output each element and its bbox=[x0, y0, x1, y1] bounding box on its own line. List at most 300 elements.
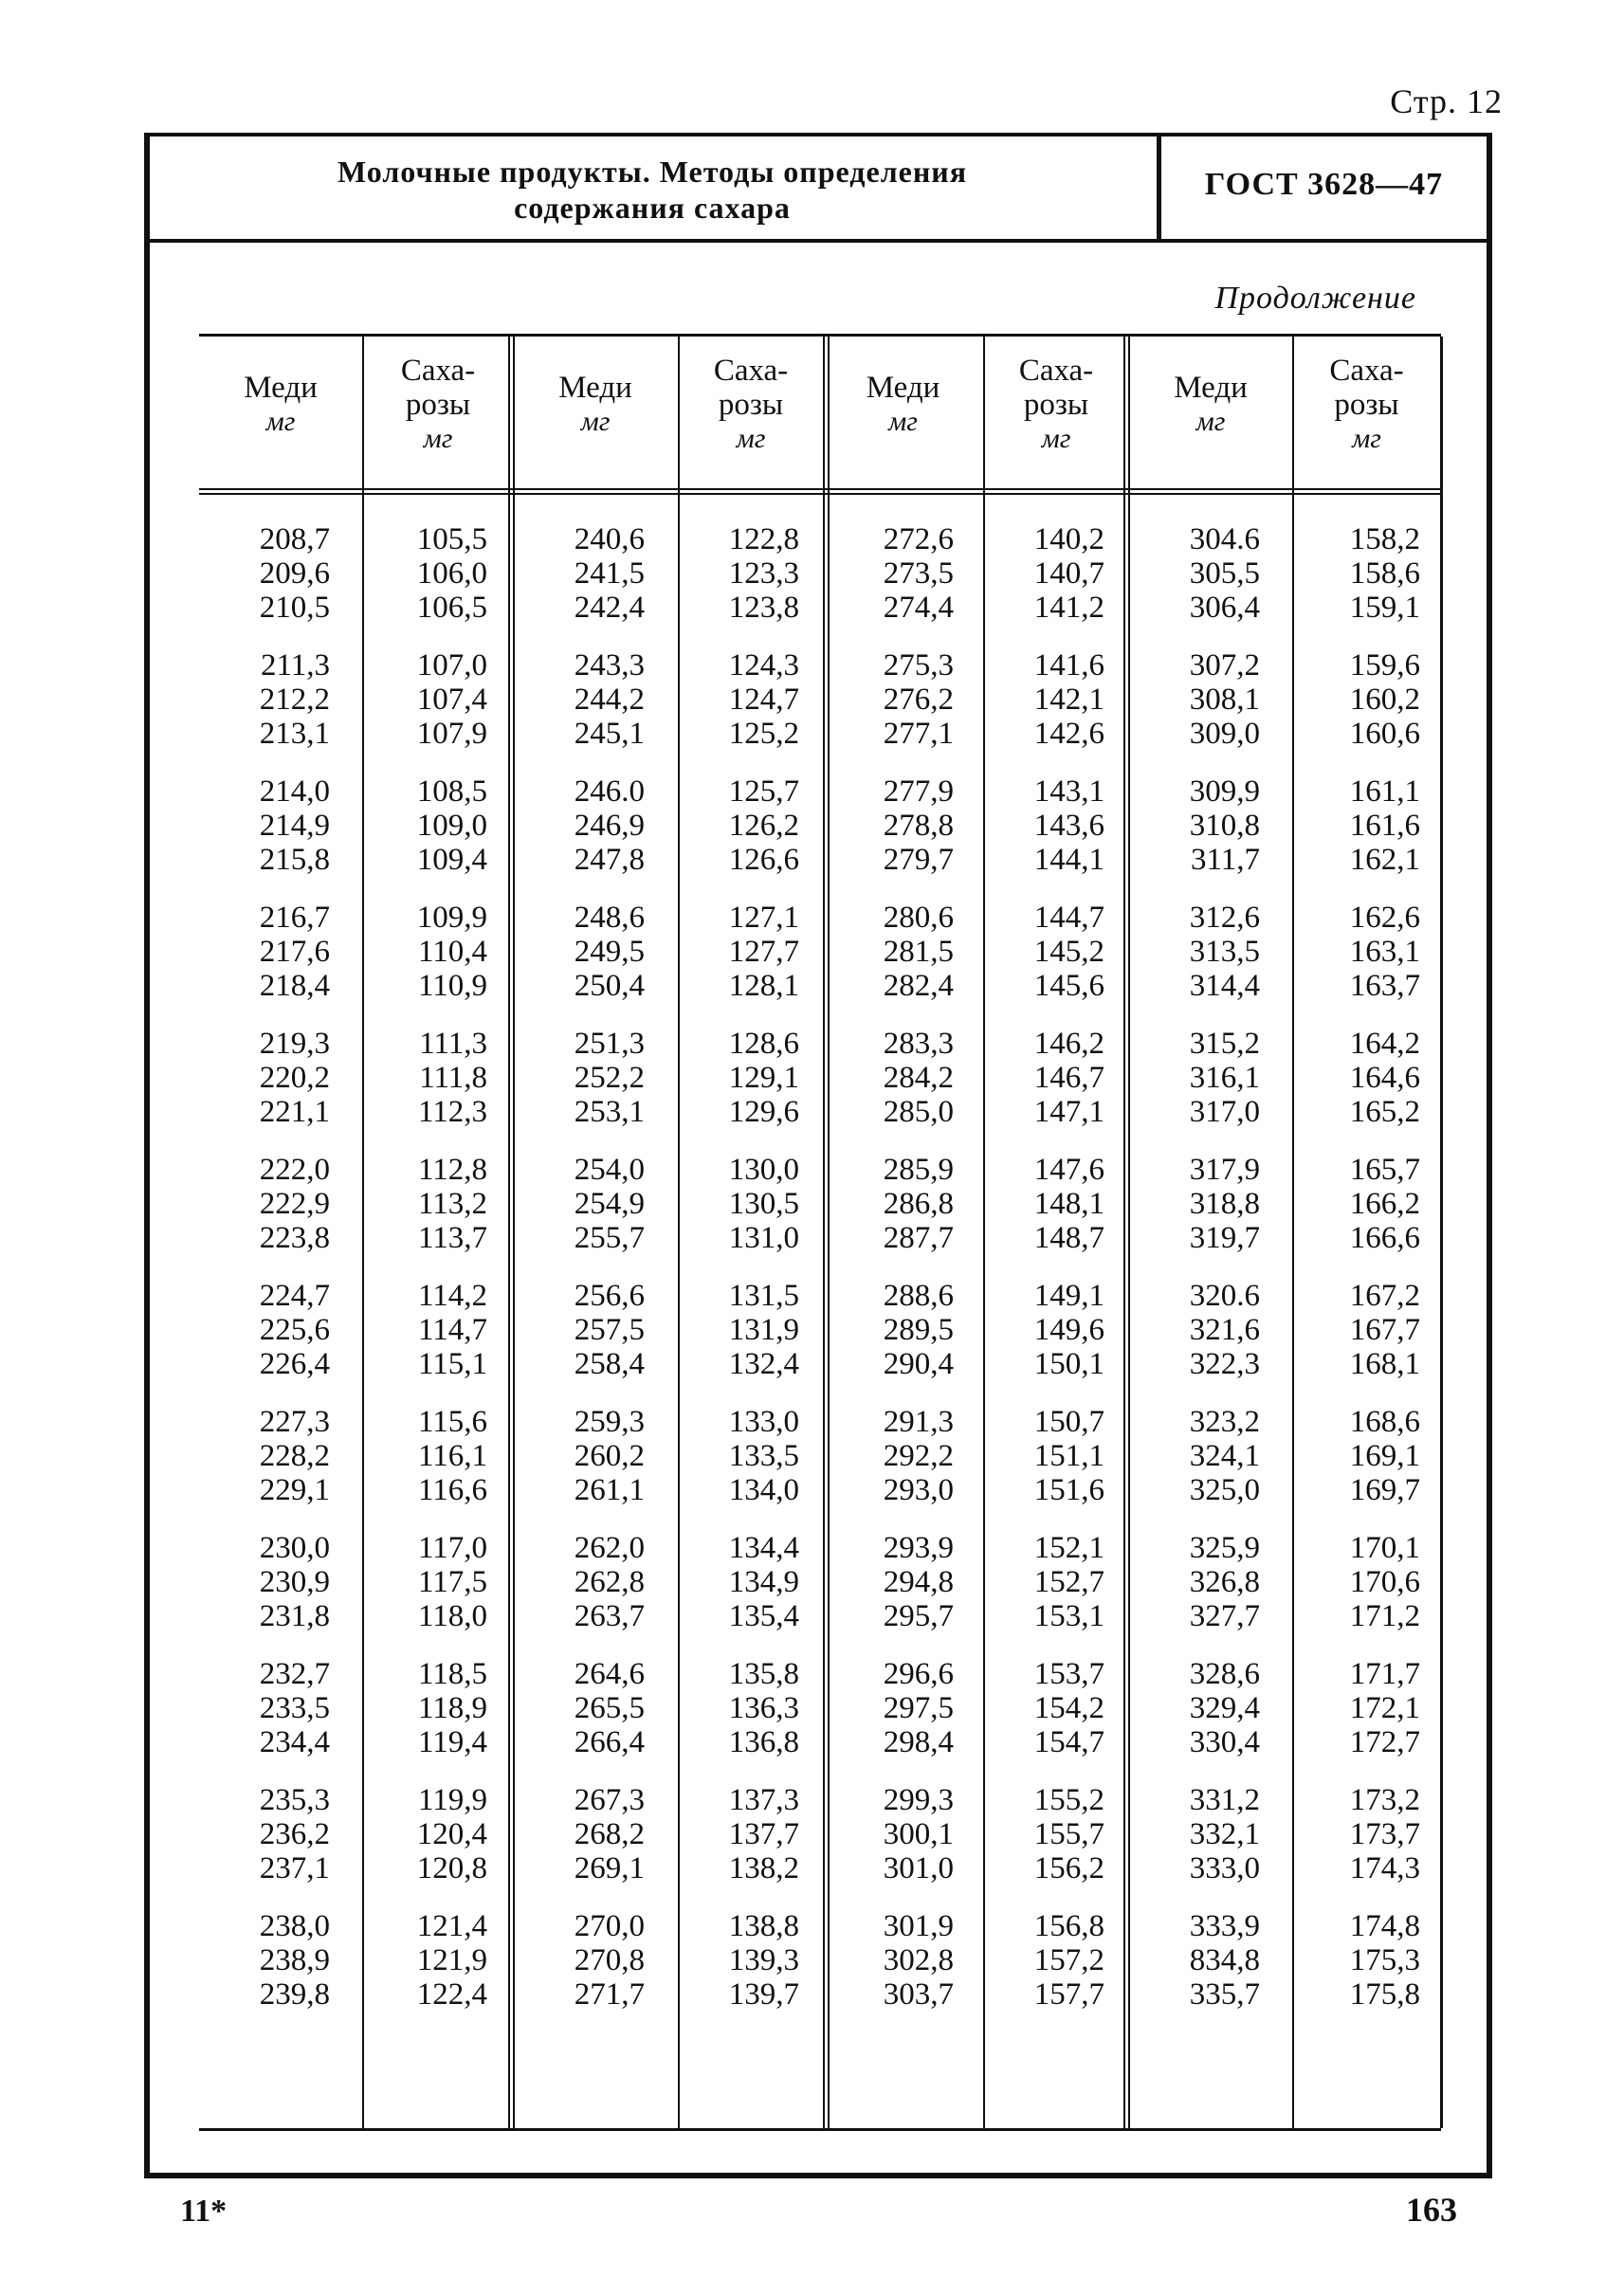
table-cell: 123,8 bbox=[728, 591, 799, 625]
table-column bbox=[983, 522, 1104, 2035]
table-cell: 243,3 bbox=[574, 648, 645, 683]
table-cell: 269,1 bbox=[574, 1851, 645, 1885]
table-cell: 121,4 bbox=[416, 1909, 487, 1943]
value-group bbox=[983, 522, 1104, 625]
table-cell: 164,2 bbox=[1349, 1027, 1420, 1061]
table-cell: 296,6 bbox=[883, 1657, 954, 1691]
table-cell: 170,1 bbox=[1349, 1531, 1420, 1565]
table-cell: 270,0 bbox=[574, 1909, 645, 1943]
table-cell: 142,1 bbox=[1033, 683, 1104, 717]
table-cell: 246.0 bbox=[574, 774, 645, 809]
table-cell: 316,1 bbox=[1189, 1061, 1260, 1095]
value-group bbox=[514, 1657, 645, 1759]
table-cell: 277,1 bbox=[883, 717, 954, 751]
table-cell: 155,7 bbox=[1033, 1817, 1104, 1851]
value-group bbox=[1292, 648, 1420, 751]
table-cell: 255,7 bbox=[574, 1221, 645, 1255]
column-header bbox=[1292, 354, 1441, 456]
table-cell: 163,1 bbox=[1349, 935, 1420, 969]
value-group bbox=[1129, 1153, 1260, 1255]
value-group bbox=[362, 522, 487, 625]
value-group bbox=[1292, 1027, 1420, 1129]
table-cell: 309,9 bbox=[1189, 774, 1260, 809]
value-group bbox=[199, 1279, 330, 1381]
table-cell: 237,1 bbox=[259, 1851, 330, 1885]
table-cell: 293,9 bbox=[883, 1531, 954, 1565]
table-cell: 226,4 bbox=[259, 1347, 330, 1381]
table-cell: 287,7 bbox=[883, 1221, 954, 1255]
table-cell: 174,3 bbox=[1349, 1851, 1420, 1885]
table-cell: 262,0 bbox=[574, 1531, 645, 1565]
table-cell: 309,0 bbox=[1189, 717, 1260, 751]
value-group bbox=[199, 901, 330, 1003]
table-cell: 221,1 bbox=[259, 1095, 330, 1129]
table-cell: 284,2 bbox=[883, 1061, 954, 1095]
table-cell: 158,6 bbox=[1349, 556, 1420, 591]
table-cell: 110,4 bbox=[417, 935, 487, 969]
table-cell: 124,7 bbox=[728, 683, 799, 717]
table-cell: 274,4 bbox=[883, 591, 954, 625]
table-cell: 248,6 bbox=[574, 901, 645, 935]
table-cell: 260,2 bbox=[574, 1439, 645, 1473]
table-cell: 137,3 bbox=[728, 1783, 799, 1817]
value-group bbox=[1292, 1279, 1420, 1381]
table-cell: 326,8 bbox=[1189, 1565, 1260, 1599]
table-cell: 214,9 bbox=[259, 809, 330, 843]
table-cell: 259,3 bbox=[574, 1405, 645, 1439]
column-header-name: Меди bbox=[866, 371, 940, 405]
value-group bbox=[362, 648, 487, 751]
header-double-rule bbox=[199, 488, 1441, 495]
value-group bbox=[1292, 1909, 1420, 2012]
table-cell: 211,3 bbox=[260, 648, 330, 683]
table-cell: 272,6 bbox=[883, 522, 954, 556]
value-group bbox=[1292, 1405, 1420, 1507]
value-group bbox=[678, 1531, 799, 1633]
table-right-border bbox=[1440, 337, 1443, 2128]
value-group bbox=[678, 1405, 799, 1507]
value-group bbox=[983, 1405, 1104, 1507]
table-column bbox=[1129, 522, 1260, 2035]
table-cell: 303,7 bbox=[883, 1977, 954, 2012]
table-cell: 112,3 bbox=[417, 1095, 487, 1129]
table-cell: 258,4 bbox=[574, 1347, 645, 1381]
table-cell: 295,7 bbox=[883, 1599, 954, 1633]
column-header bbox=[983, 354, 1129, 456]
table-cell: 109,0 bbox=[416, 809, 487, 843]
table-cell: 298,4 bbox=[883, 1725, 954, 1759]
table-cell: 125,2 bbox=[728, 717, 799, 751]
table-cell: 173,2 bbox=[1349, 1783, 1420, 1817]
table-cell: 301,0 bbox=[883, 1851, 954, 1885]
value-group bbox=[823, 1279, 954, 1381]
table-cell: 229,1 bbox=[259, 1473, 330, 1507]
table-cell: 265,5 bbox=[574, 1691, 645, 1725]
table-cell: 312,6 bbox=[1189, 901, 1260, 935]
table-cell: 175,8 bbox=[1349, 1977, 1420, 2012]
table-cell: 214,0 bbox=[259, 774, 330, 809]
value-group bbox=[678, 1783, 799, 1885]
table-cell: 107,4 bbox=[416, 683, 487, 717]
table-cell: 276,2 bbox=[883, 683, 954, 717]
value-group bbox=[983, 1279, 1104, 1381]
table-cell: 127,7 bbox=[728, 935, 799, 969]
value-group bbox=[1292, 774, 1420, 877]
value-group bbox=[678, 901, 799, 1003]
table-cell: 268,2 bbox=[574, 1817, 645, 1851]
column-header-unit: мг bbox=[423, 423, 453, 454]
table-cell: 219,3 bbox=[259, 1027, 330, 1061]
table-cell: 291,3 bbox=[883, 1405, 954, 1439]
value-group bbox=[514, 901, 645, 1003]
table-cell: 132,4 bbox=[728, 1347, 799, 1381]
table-cell: 275,3 bbox=[883, 648, 954, 683]
table-cell: 322,3 bbox=[1189, 1347, 1260, 1381]
continued-label: Продолжение bbox=[1214, 281, 1416, 316]
value-group bbox=[983, 648, 1104, 751]
table-cell: 311,7 bbox=[1190, 843, 1260, 877]
table-cell: 270,8 bbox=[574, 1943, 645, 1977]
table-cell: 227,3 bbox=[259, 1405, 330, 1439]
table-cell: 228,2 bbox=[259, 1439, 330, 1473]
table-cell: 242,4 bbox=[574, 591, 645, 625]
table-cell: 230,9 bbox=[259, 1565, 330, 1599]
table-cell: 157,2 bbox=[1033, 1943, 1104, 1977]
table-cell: 157,7 bbox=[1033, 1977, 1104, 2012]
value-group bbox=[199, 1405, 330, 1507]
column-header-name: розы bbox=[718, 388, 784, 422]
table-cell: 138,8 bbox=[728, 1909, 799, 1943]
table-cell: 140,2 bbox=[1033, 522, 1104, 556]
value-group bbox=[514, 1783, 645, 1885]
value-group bbox=[678, 522, 799, 625]
column-header-name: Саха- bbox=[713, 354, 789, 388]
value-group bbox=[983, 1027, 1104, 1129]
table-cell: 118,0 bbox=[417, 1599, 487, 1633]
value-group bbox=[983, 1657, 1104, 1759]
table-cell: 280,6 bbox=[883, 901, 954, 935]
column-header bbox=[199, 371, 362, 439]
value-group bbox=[514, 522, 645, 625]
table-cell: 212,2 bbox=[259, 683, 330, 717]
table-cell: 292,2 bbox=[883, 1439, 954, 1473]
table-cell: 285,0 bbox=[883, 1095, 954, 1129]
column-header bbox=[1129, 371, 1292, 439]
table-cell: 169,1 bbox=[1349, 1439, 1420, 1473]
table-cell: 294,8 bbox=[883, 1565, 954, 1599]
table-cell: 257,5 bbox=[574, 1313, 645, 1347]
table-cell: 116,6 bbox=[417, 1473, 487, 1507]
value-group bbox=[1129, 1909, 1260, 2012]
header-title-line-2: содержания сахара bbox=[514, 191, 791, 225]
column-header bbox=[823, 371, 983, 439]
value-group bbox=[514, 1909, 645, 2012]
value-group bbox=[199, 1783, 330, 1885]
table-cell: 293,0 bbox=[883, 1473, 954, 1507]
table-cell: 172,1 bbox=[1349, 1691, 1420, 1725]
table-cell: 167,7 bbox=[1349, 1313, 1420, 1347]
value-group bbox=[983, 774, 1104, 877]
table-cell: 223,8 bbox=[259, 1221, 330, 1255]
table-cell: 300,1 bbox=[883, 1817, 954, 1851]
table-cell: 142,6 bbox=[1033, 717, 1104, 751]
table-cell: 160,2 bbox=[1349, 683, 1420, 717]
table-cell: 289,5 bbox=[883, 1313, 954, 1347]
table-cell: 267,3 bbox=[574, 1783, 645, 1817]
table-cell: 159,1 bbox=[1349, 591, 1420, 625]
value-group bbox=[823, 774, 954, 877]
table-cell: 155,2 bbox=[1033, 1783, 1104, 1817]
table-cell: 128,1 bbox=[728, 969, 799, 1003]
table-cell: 330,4 bbox=[1189, 1725, 1260, 1759]
table-cell: 151,1 bbox=[1033, 1439, 1104, 1473]
value-group bbox=[362, 1657, 487, 1759]
column-header-unit: мг bbox=[1041, 423, 1071, 454]
table-cell: 169,7 bbox=[1349, 1473, 1420, 1507]
table-cell: 281,5 bbox=[883, 935, 954, 969]
table-cell: 122,8 bbox=[728, 522, 799, 556]
document-header bbox=[150, 137, 1487, 243]
table-cell: 320.6 bbox=[1189, 1279, 1260, 1313]
table-cell: 154,2 bbox=[1033, 1691, 1104, 1725]
value-group bbox=[1129, 774, 1260, 877]
table-cell: 236,2 bbox=[259, 1817, 330, 1851]
table-cell: 307,2 bbox=[1189, 648, 1260, 683]
table-cell: 250,4 bbox=[574, 969, 645, 1003]
table-cell: 126,2 bbox=[728, 809, 799, 843]
table-column bbox=[1292, 522, 1420, 2035]
table-cell: 147,6 bbox=[1033, 1153, 1104, 1187]
table-cell: 282,4 bbox=[883, 969, 954, 1003]
table-cell: 153,7 bbox=[1033, 1657, 1104, 1691]
table-cell: 328,6 bbox=[1189, 1657, 1260, 1691]
value-group bbox=[983, 1531, 1104, 1633]
table-cell: 145,2 bbox=[1033, 935, 1104, 969]
table-cell: 127,1 bbox=[728, 901, 799, 935]
value-group bbox=[1292, 1153, 1420, 1255]
value-group bbox=[199, 522, 330, 625]
table-cell: 139,3 bbox=[728, 1943, 799, 1977]
table-cell: 145,6 bbox=[1033, 969, 1104, 1003]
table-cell: 332,1 bbox=[1189, 1817, 1260, 1851]
table-cell: 222,0 bbox=[259, 1153, 330, 1187]
table-cell: 171,7 bbox=[1349, 1657, 1420, 1691]
table-cell: 285,9 bbox=[883, 1153, 954, 1187]
table-cell: 138,2 bbox=[728, 1851, 799, 1885]
value-group bbox=[362, 1783, 487, 1885]
table-cell: 139,7 bbox=[728, 1977, 799, 2012]
value-group bbox=[199, 1027, 330, 1129]
table-cell: 117,0 bbox=[417, 1531, 487, 1565]
table-cell: 174,8 bbox=[1349, 1909, 1420, 1943]
column-header-name: Меди bbox=[1174, 371, 1248, 405]
table-cell: 173,7 bbox=[1349, 1817, 1420, 1851]
table-cell: 225,6 bbox=[259, 1313, 330, 1347]
table-cell: 333,9 bbox=[1189, 1909, 1260, 1943]
value-group bbox=[1292, 1531, 1420, 1633]
value-group bbox=[362, 1531, 487, 1633]
table-cell: 130,5 bbox=[728, 1187, 799, 1221]
value-group bbox=[823, 1657, 954, 1759]
table-cell: 290,4 bbox=[883, 1347, 954, 1381]
value-group bbox=[823, 522, 954, 625]
table-cell: 253,1 bbox=[574, 1095, 645, 1129]
table-cell: 240,6 bbox=[574, 522, 645, 556]
table-cell: 254,0 bbox=[574, 1153, 645, 1187]
table-cell: 119,4 bbox=[417, 1725, 487, 1759]
table-cell: 147,1 bbox=[1033, 1095, 1104, 1129]
value-group bbox=[1129, 1783, 1260, 1885]
value-group bbox=[678, 1027, 799, 1129]
table-cell: 215,8 bbox=[259, 843, 330, 877]
table-cell: 144,7 bbox=[1033, 901, 1104, 935]
table-cell: 135,4 bbox=[728, 1599, 799, 1633]
table-cell: 110,9 bbox=[417, 969, 487, 1003]
table-cell: 159,6 bbox=[1349, 648, 1420, 683]
table-cell: 244,2 bbox=[574, 683, 645, 717]
table-cell: 158,2 bbox=[1349, 522, 1420, 556]
table-cell: 111,3 bbox=[419, 1027, 487, 1061]
column-header-unit: мг bbox=[736, 423, 766, 454]
table-cell: 222,9 bbox=[259, 1187, 330, 1221]
page-label: Стр. 12 bbox=[1390, 82, 1503, 120]
column-header-name: Саха- bbox=[1018, 354, 1094, 388]
table-cell: 247,8 bbox=[574, 843, 645, 877]
table-cell: 148,1 bbox=[1033, 1187, 1104, 1221]
table-cell: 313,5 bbox=[1189, 935, 1260, 969]
table-cell: 134,9 bbox=[728, 1565, 799, 1599]
value-group bbox=[1292, 522, 1420, 625]
table-cell: 286,8 bbox=[883, 1187, 954, 1221]
table-cell: 120,8 bbox=[416, 1851, 487, 1885]
table-cell: 162,1 bbox=[1349, 843, 1420, 877]
header-title bbox=[150, 154, 1155, 226]
page-number: 163 bbox=[1406, 2191, 1457, 2229]
column-header bbox=[362, 354, 514, 456]
table-cell: 235,3 bbox=[259, 1783, 330, 1817]
table-cell: 245,1 bbox=[574, 717, 645, 751]
value-group bbox=[983, 901, 1104, 1003]
table-cell: 319,7 bbox=[1189, 1221, 1260, 1255]
table-cell: 251,3 bbox=[574, 1027, 645, 1061]
column-header bbox=[678, 354, 824, 456]
table-cell: 160,6 bbox=[1349, 717, 1420, 751]
table-cell: 168,1 bbox=[1349, 1347, 1420, 1381]
table-cell: 106,0 bbox=[416, 556, 487, 591]
table-cell: 146,7 bbox=[1033, 1061, 1104, 1095]
table-column bbox=[362, 522, 487, 2035]
table-cell: 335,7 bbox=[1189, 1977, 1260, 2012]
value-group bbox=[362, 1153, 487, 1255]
table-cell: 315,2 bbox=[1189, 1027, 1260, 1061]
value-group bbox=[362, 1909, 487, 2012]
table-cell: 325,0 bbox=[1189, 1473, 1260, 1507]
table-cell: 123,3 bbox=[728, 556, 799, 591]
column-header-name: розы bbox=[405, 388, 471, 422]
table-cell: 230,0 bbox=[259, 1531, 330, 1565]
value-group bbox=[362, 1405, 487, 1507]
table-cell: 130,0 bbox=[728, 1153, 799, 1187]
value-group bbox=[1129, 522, 1260, 625]
table-column bbox=[678, 522, 799, 2035]
table-cell: 213,1 bbox=[259, 717, 330, 751]
table-cell: 120,4 bbox=[416, 1817, 487, 1851]
table-cell: 140,7 bbox=[1033, 556, 1104, 591]
value-group bbox=[823, 901, 954, 1003]
table-cell: 118,5 bbox=[417, 1657, 487, 1691]
table-cell: 164,6 bbox=[1349, 1061, 1420, 1095]
column-header-name: Саха- bbox=[1329, 354, 1404, 388]
table-cell: 217,6 bbox=[259, 935, 330, 969]
table-cell: 124,3 bbox=[728, 648, 799, 683]
value-group bbox=[514, 1531, 645, 1633]
column-header-unit: мг bbox=[888, 406, 918, 437]
value-group bbox=[678, 1657, 799, 1759]
value-group bbox=[823, 648, 954, 751]
table-cell: 327,7 bbox=[1189, 1599, 1260, 1633]
value-group bbox=[823, 1909, 954, 2012]
table-cell: 218,4 bbox=[259, 969, 330, 1003]
table-cell: 264,6 bbox=[574, 1657, 645, 1691]
table-cell: 115,6 bbox=[417, 1405, 487, 1439]
table-cell: 317,9 bbox=[1189, 1153, 1260, 1187]
value-group bbox=[514, 774, 645, 877]
table-cell: 151,6 bbox=[1033, 1473, 1104, 1507]
conversion-table bbox=[199, 334, 1441, 2131]
column-header-unit: мг bbox=[580, 406, 611, 437]
table-cell: 137,7 bbox=[728, 1817, 799, 1851]
table-cell: 279,7 bbox=[883, 843, 954, 877]
table-column bbox=[514, 522, 645, 2035]
table-cell: 143,6 bbox=[1033, 809, 1104, 843]
value-group bbox=[1292, 1657, 1420, 1759]
table-cell: 171,2 bbox=[1349, 1599, 1420, 1633]
column-header-name: Меди bbox=[558, 371, 632, 405]
table-cell: 115,1 bbox=[417, 1347, 487, 1381]
header-title-line-1: Молочные продукты. Методы определения bbox=[337, 155, 968, 189]
value-group bbox=[983, 1153, 1104, 1255]
table-column bbox=[199, 522, 330, 2035]
table-cell: 153,1 bbox=[1033, 1599, 1104, 1633]
table-cell: 210,5 bbox=[259, 591, 330, 625]
table-cell: 324,1 bbox=[1189, 1439, 1260, 1473]
table-cell: 314,4 bbox=[1189, 969, 1260, 1003]
signature-mark: 11* bbox=[180, 2194, 228, 2229]
table-cell: 156,2 bbox=[1033, 1851, 1104, 1885]
table-cell: 116,1 bbox=[417, 1439, 487, 1473]
table-cell: 329,4 bbox=[1189, 1691, 1260, 1725]
table-cell: 154,7 bbox=[1033, 1725, 1104, 1759]
table-cell: 107,0 bbox=[416, 648, 487, 683]
value-group bbox=[678, 648, 799, 751]
value-group bbox=[514, 1027, 645, 1129]
table-cell: 129,6 bbox=[728, 1095, 799, 1129]
table-cell: 232,7 bbox=[259, 1657, 330, 1691]
table-cell: 261,1 bbox=[574, 1473, 645, 1507]
table-cell: 209,6 bbox=[259, 556, 330, 591]
value-group bbox=[514, 1279, 645, 1381]
column-header-name: Саха- bbox=[400, 354, 476, 388]
value-group bbox=[1129, 648, 1260, 751]
table-cell: 305,5 bbox=[1189, 556, 1260, 591]
table-cell: 262,8 bbox=[574, 1565, 645, 1599]
table-cell: 163,7 bbox=[1349, 969, 1420, 1003]
value-group bbox=[1129, 1531, 1260, 1633]
table-cell: 105,5 bbox=[416, 522, 487, 556]
table-cell: 277,9 bbox=[883, 774, 954, 809]
table-cell: 107,9 bbox=[416, 717, 487, 751]
table-cell: 108,5 bbox=[416, 774, 487, 809]
